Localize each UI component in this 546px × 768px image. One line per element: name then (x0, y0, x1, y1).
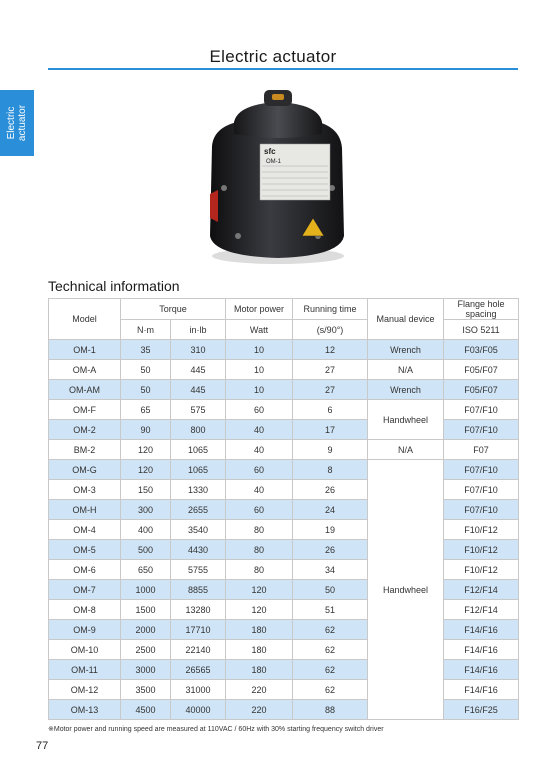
cell-motor-power: 10 (226, 380, 293, 400)
cell-flange: F07/F10 (444, 480, 519, 500)
cell-motor-power: 40 (226, 420, 293, 440)
cell-torque-inlb: 26565 (171, 660, 226, 680)
header-model: Model (49, 299, 121, 340)
cell-motor-power: 10 (226, 360, 293, 380)
cell-flange: F14/F16 (444, 660, 519, 680)
side-tab-line1: Electric (6, 106, 17, 140)
cell-torque-nm: 50 (121, 380, 171, 400)
header-flange-std: ISO 5211 (444, 320, 519, 340)
cell-flange: F05/F07 (444, 380, 519, 400)
cell-running-time: 51 (293, 600, 368, 620)
cell-torque-inlb: 575 (171, 400, 226, 420)
section-title: Technical information (48, 278, 180, 294)
cell-torque-nm: 2000 (121, 620, 171, 640)
cell-manual-device: N/A (368, 360, 444, 380)
cell-torque-inlb: 8855 (171, 580, 226, 600)
cell-running-time: 6 (293, 400, 368, 420)
cell-torque-inlb: 800 (171, 420, 226, 440)
cell-torque-inlb: 31000 (171, 680, 226, 700)
cell-manual-device: N/A (368, 440, 444, 460)
table-row (49, 520, 519, 540)
cell-running-time: 19 (293, 520, 368, 540)
header-manual-device: Manual device (368, 299, 444, 340)
cell-motor-power: 180 (226, 620, 293, 640)
table-row (49, 460, 519, 480)
cell-torque-nm: 400 (121, 520, 171, 540)
side-tab-label (6, 105, 28, 141)
cell-motor-power: 60 (226, 500, 293, 520)
cell-flange: F07/F10 (444, 460, 519, 480)
cell-torque-inlb: 22140 (171, 640, 226, 660)
cell-flange: F14/F16 (444, 680, 519, 700)
cell-torque-nm: 120 (121, 460, 171, 480)
cell-motor-power: 60 (226, 460, 293, 480)
header-running-unit: (s/90°) (293, 320, 368, 340)
cell-torque-inlb: 445 (171, 360, 226, 380)
cell-model: OM-2 (49, 420, 121, 440)
cell-running-time: 27 (293, 360, 368, 380)
cell-running-time: 62 (293, 620, 368, 640)
cell-flange: F10/F12 (444, 560, 519, 580)
cell-torque-inlb: 1330 (171, 480, 226, 500)
cell-running-time: 34 (293, 560, 368, 580)
cell-torque-inlb: 2655 (171, 500, 226, 520)
product-photo (190, 86, 360, 272)
cell-flange: F14/F16 (444, 640, 519, 660)
cell-torque-nm: 500 (121, 540, 171, 560)
table-row (49, 640, 519, 660)
cell-motor-power: 60 (226, 400, 293, 420)
cell-model: BM-2 (49, 440, 121, 460)
table-row (49, 340, 519, 360)
cell-model: OM-13 (49, 700, 121, 720)
spec-table (48, 298, 519, 720)
table-row (49, 680, 519, 700)
cell-torque-inlb: 445 (171, 380, 226, 400)
cell-motor-power: 80 (226, 540, 293, 560)
cell-torque-inlb: 1065 (171, 460, 226, 480)
cell-motor-power: 80 (226, 520, 293, 540)
header-flange: Flange hole spacing (444, 299, 519, 320)
cell-torque-inlb: 310 (171, 340, 226, 360)
cell-model: OM-6 (49, 560, 121, 580)
cell-flange: F14/F16 (444, 620, 519, 640)
cell-flange: F10/F12 (444, 540, 519, 560)
cell-flange: F07/F10 (444, 400, 519, 420)
cell-torque-nm: 120 (121, 440, 171, 460)
cell-torque-nm: 1000 (121, 580, 171, 600)
cell-torque-inlb: 4430 (171, 540, 226, 560)
cell-model: OM-H (49, 500, 121, 520)
cell-model: OM-G (49, 460, 121, 480)
cell-flange: F12/F14 (444, 580, 519, 600)
cell-motor-power: 220 (226, 700, 293, 720)
cell-motor-power: 40 (226, 440, 293, 460)
cell-motor-power: 10 (226, 340, 293, 360)
title-rule (48, 68, 518, 70)
cell-torque-inlb: 1065 (171, 440, 226, 460)
cell-torque-nm: 1500 (121, 600, 171, 620)
cell-torque-nm: 90 (121, 420, 171, 440)
cell-running-time: 50 (293, 580, 368, 600)
table-row (49, 360, 519, 380)
header-running-time: Running time (293, 299, 368, 320)
cell-running-time: 8 (293, 460, 368, 480)
cell-model: OM-3 (49, 480, 121, 500)
cell-model: OM-12 (49, 680, 121, 700)
table-row (49, 400, 519, 420)
cell-motor-power: 220 (226, 680, 293, 700)
table-row (49, 580, 519, 600)
cell-manual-device: Wrench (368, 380, 444, 400)
cell-torque-inlb: 3540 (171, 520, 226, 540)
cell-torque-nm: 3500 (121, 680, 171, 700)
header-torque-inlb: in·lb (171, 320, 226, 340)
table-row (49, 420, 519, 440)
cell-running-time: 88 (293, 700, 368, 720)
side-tab (0, 90, 34, 156)
cell-torque-nm: 2500 (121, 640, 171, 660)
cell-model: OM-9 (49, 620, 121, 640)
header-torque: Torque (121, 299, 226, 320)
cell-flange: F12/F14 (444, 600, 519, 620)
cell-running-time: 17 (293, 420, 368, 440)
cell-running-time: 12 (293, 340, 368, 360)
cell-model: OM-5 (49, 540, 121, 560)
cell-torque-nm: 650 (121, 560, 171, 580)
table-row (49, 660, 519, 680)
table-row (49, 620, 519, 640)
header-motor-unit: Watt (226, 320, 293, 340)
nameplate (260, 144, 330, 200)
cell-torque-nm: 150 (121, 480, 171, 500)
table-row (49, 500, 519, 520)
table-row (49, 560, 519, 580)
cell-torque-nm: 35 (121, 340, 171, 360)
footnote: ※Motor power and running speed are measured at 110VAC / 60Hz with 30% starting frequency switch driver (48, 726, 384, 733)
cell-running-time: 26 (293, 540, 368, 560)
cell-running-time: 9 (293, 440, 368, 460)
cell-model: OM-F (49, 400, 121, 420)
cell-running-time: 27 (293, 380, 368, 400)
cell-torque-inlb: 40000 (171, 700, 226, 720)
cell-motor-power: 180 (226, 660, 293, 680)
cell-model: OM-AM (49, 380, 121, 400)
table-row (49, 440, 519, 460)
nameplate-model: OM-1 (266, 159, 281, 165)
page-title: Electric actuator (209, 47, 337, 66)
cell-model: OM-10 (49, 640, 121, 660)
cell-motor-power: 120 (226, 580, 293, 600)
table-row (49, 480, 519, 500)
cell-flange: F07/F10 (444, 420, 519, 440)
cell-torque-nm: 3000 (121, 660, 171, 680)
cell-motor-power: 80 (226, 560, 293, 580)
cell-torque-inlb: 17710 (171, 620, 226, 640)
cell-model: OM-8 (49, 600, 121, 620)
cell-torque-inlb: 5755 (171, 560, 226, 580)
cell-flange: F03/F05 (444, 340, 519, 360)
cell-motor-power: 120 (226, 600, 293, 620)
cell-torque-nm: 4500 (121, 700, 171, 720)
cell-flange: F16/F25 (444, 700, 519, 720)
cell-model: OM-1 (49, 340, 121, 360)
cell-torque-nm: 300 (121, 500, 171, 520)
cell-manual-device: Handwheel (368, 460, 444, 720)
side-tab-line2: actuator (17, 104, 28, 142)
cell-torque-nm: 65 (121, 400, 171, 420)
cell-model: OM-7 (49, 580, 121, 600)
cell-running-time: 62 (293, 680, 368, 700)
cell-model: OM-11 (49, 660, 121, 680)
header-torque-nm: N·m (121, 320, 171, 340)
cell-model: OM-4 (49, 520, 121, 540)
header-motor-power: Motor power (226, 299, 293, 320)
cell-flange: F07/F10 (444, 500, 519, 520)
nameplate-brand: sfc (264, 147, 276, 156)
cell-manual-device: Wrench (368, 340, 444, 360)
cell-running-time: 62 (293, 640, 368, 660)
cell-running-time: 62 (293, 660, 368, 680)
cell-manual-device: Handwheel (368, 400, 444, 440)
page-number: 77 (36, 740, 49, 752)
cell-torque-nm: 50 (121, 360, 171, 380)
cell-flange: F05/F07 (444, 360, 519, 380)
cell-model: OM-A (49, 360, 121, 380)
table-row (49, 540, 519, 560)
cell-running-time: 24 (293, 500, 368, 520)
cell-torque-inlb: 13280 (171, 600, 226, 620)
cell-motor-power: 180 (226, 640, 293, 660)
cell-motor-power: 40 (226, 480, 293, 500)
table-row (49, 380, 519, 400)
cell-running-time: 26 (293, 480, 368, 500)
table-row (49, 700, 519, 720)
cell-flange: F07 (444, 440, 519, 460)
table-row (49, 600, 519, 620)
cell-flange: F10/F12 (444, 520, 519, 540)
